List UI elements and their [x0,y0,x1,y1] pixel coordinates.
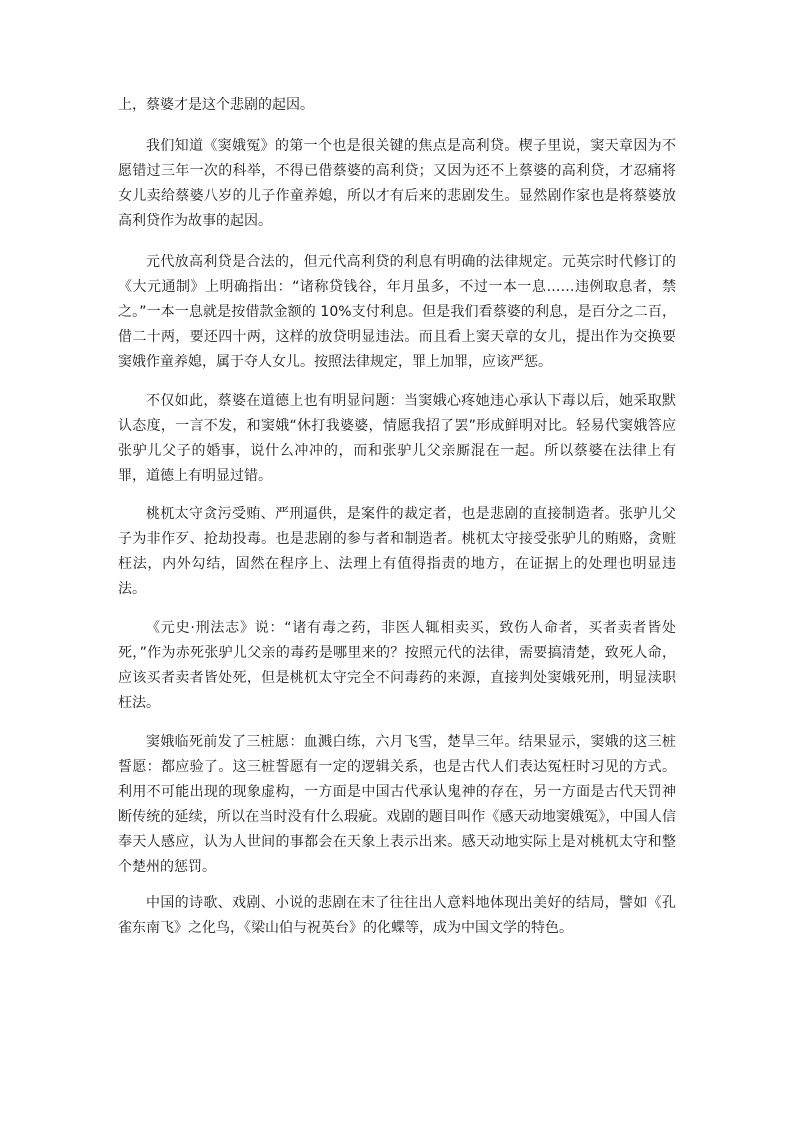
document-body [118,93,676,941]
paragraph-yuan-law: 元代放高利贷是合法的，但元代高利贷的利息有明确的法律规定。元英宗时代修订的《大元通制》上明确指出：“诸称贷钱谷，年月虽多，不过一本一息……违例取息者，禁之。”一本一息就是按借款金额的 10%支付利息。但是我们看蔡婆的利息，是百分之二百，借二十两，要还四十两，这样的放贷明显违法。而且看上窦天章的女儿，提出作为交换要窦娥作童养媳，属于夺人女儿。按照法律规定，罪上加罪，应该严惩。 [118,254,676,370]
paragraph-yuan-criminal-law: 《元史·刑法志》说：“诸有毒之药，非医人辄相卖买，致伤人命者，买者卖者皆处死，”作为赤死张驴儿父亲的毒药是哪里来的？按照元代的法律，需要搞清楚，致死人命，应该买者卖者皆处死，但是桃杌太守完全不问毒药的来源，直接判处窦娥死刑，明显渎职枉法。 [118,620,676,711]
paragraph-happy-ending: 中国的诗歌、戏剧、小说的悲剧在末了往往出人意料地体现出美好的结局，譬如《孔雀东南飞》之化鸟，《梁山伯与祝英台》的化蝶等，成为中国文学的特色。 [118,895,676,936]
paragraph-cai-morality: 不仅如此，蔡婆在道德上也有明显问题：当窦娥心疼她违心承认下毒以后，她采取默认态度，一言不发，和窦娥“休打我婆婆，情愿我招了罢”形成鲜明对比。轻易代窦娥答应张驴儿父子的婚事，说什么冲冲的，而和张驴儿父亲厮混在一起。所以蔡婆在法律上有罪，道德上有明显过错。 [118,393,676,484]
paragraph-continuation: 上，蔡婆才是这个悲剧的起因。 [118,97,314,113]
paragraph-taowu-prefect: 桃杌太守贪污受贿、严刑逼供，是案件的裁定者，也是悲剧的直接制造者。张驴儿父子为非作歹、抢劫投毒。也是悲剧的参与者和制造者。桃杌太守接受张驴儿的贿赂，贪赃枉法，内外勾结，固然在程序上、法理上有值得指责的地方，在证据上的处理也明显违法。 [118,506,676,597]
paragraph-usury-focus: 我们知道《窦娥冤》的第一个也是很关键的焦点是高利贷。楔子里说，窦天章因为不愿错过三年一次的科举，不得已借蔡婆的高利贷；又因为还不上蔡婆的高利贷，才忍痛将女儿卖给蔡婆八岁的儿子作童养媳，所以才有后来的悲剧发生。显然剧作家也是将蔡婆放高利贷作为故事的起因。 [118,138,676,229]
paragraph-three-vows: 窦娥临死前发了三桩愿：血溅白练，六月飞雪，楚旱三年。结果显示，窦娥的这三桩誓愿：都应验了。这三桩誓愿有一定的逻辑关系，也是古代人们表达冤枉时习见的方式。利用不可能出现的现象虚构，一方面是中国古代承认鬼神的存在，另一方面是古代天罚神断传统的延续，所以在当时没有什么瑕疵。戏剧的题目叫作《感天动地窦娥冤》，中国人信奉天人感应，认为人世间的事都会在天象上表示出来。感天动地实际上是对桃杌太守和整个楚州的惩罚。 [118,734,676,875]
